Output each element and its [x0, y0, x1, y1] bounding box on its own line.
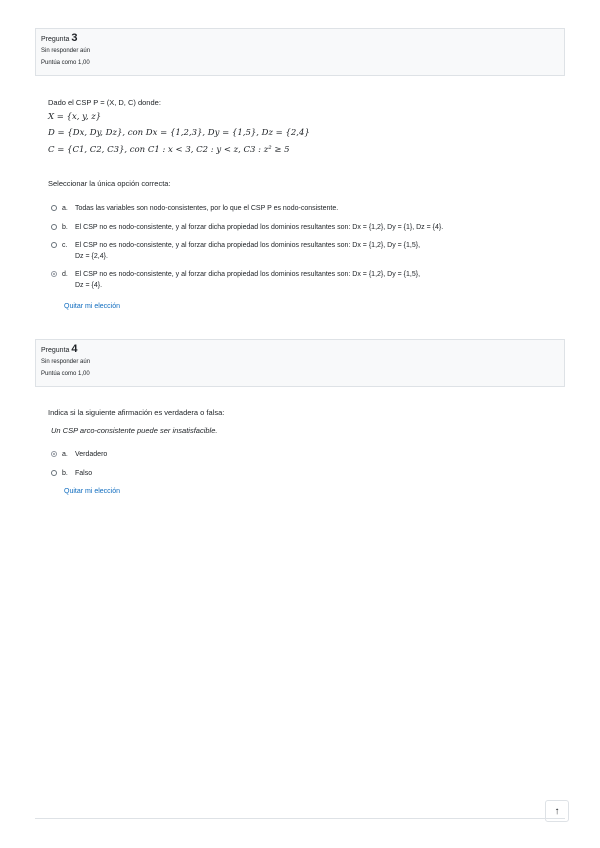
footer-divider — [35, 818, 565, 819]
q4-clear-choice-link[interactable]: Quitar mi elección — [64, 488, 121, 495]
question-3-line-c: C = {C1, C2, C3}, con C1 : x < 3, C2 : y < z, C3 : z² ≥ 5 — [48, 145, 290, 155]
question-label: Pregunta — [41, 347, 70, 354]
radio-button[interactable] — [51, 470, 57, 476]
question-number: 3 — [71, 32, 78, 44]
q3-option-d[interactable] — [51, 269, 420, 291]
question-3-prompt: Seleccionar la única opción correcta: — [48, 179, 171, 188]
option-text: Falso — [75, 470, 93, 477]
question-3-info — [35, 28, 565, 76]
question-3-number — [41, 33, 559, 45]
arrow-up-icon: ↑ — [554, 805, 560, 817]
q4-option-b[interactable] — [51, 468, 92, 479]
question-3-intro: Dado el CSP P = (X, D, C) donde: — [48, 98, 161, 107]
option-letter: c. — [62, 242, 68, 249]
q3-clear-choice-link[interactable]: Quitar mi elección — [64, 303, 121, 310]
option-text: El CSP no es nodo-consistente, y al forzar dicha propiedad los dominios resultantes son: Dx = {1,2}, Dy = {1}, Dz = {4}. — [75, 224, 444, 231]
question-4-status: Sin responder aún — [41, 359, 91, 365]
question-4-score: Puntúa como 1,00 — [41, 371, 90, 377]
q4-option-a[interactable] — [51, 449, 107, 460]
question-4-intro: Indica si la siguiente afirmación es verdadera o falsa: — [48, 408, 225, 417]
option-text-continued: Dz = {4}. — [75, 282, 103, 289]
q3-option-c[interactable] — [51, 240, 420, 262]
question-4-info — [35, 339, 565, 387]
question-3-line-d: D = {Dx, Dy, Dz}, con Dx = {1,2,3}, Dy = {1,5}, Dz = {2,4} — [48, 128, 310, 138]
option-text-continued: Dz = {2,4}. — [75, 253, 108, 260]
question-label: Pregunta — [41, 36, 70, 43]
radio-button[interactable] — [51, 242, 57, 248]
radio-button[interactable] — [51, 224, 57, 230]
option-letter: a. — [62, 451, 68, 458]
question-4-statement: Un CSP arco-consistente puede ser insatisfacible. — [51, 426, 218, 435]
question-number: 4 — [71, 343, 78, 355]
option-letter: d. — [62, 271, 68, 278]
question-3-line-x: X = {x, y, z} — [48, 112, 102, 122]
q3-option-a[interactable] — [51, 203, 338, 214]
question-3-score: Puntúa como 1,00 — [41, 60, 90, 66]
option-text: Verdadero — [75, 451, 108, 458]
option-letter: b. — [62, 224, 68, 231]
radio-button-selected[interactable] — [51, 271, 57, 277]
radio-button-selected[interactable] — [51, 451, 57, 457]
radio-button[interactable] — [51, 205, 57, 211]
option-letter: a. — [62, 205, 68, 212]
option-text: El CSP no es nodo-consistente, y al forzar dicha propiedad los dominios resultantes son: Dx = {1,2}, Dy = {1,5}, — [75, 242, 421, 249]
option-letter: b. — [62, 470, 68, 477]
option-text: Todas las variables son nodo-consistentes, por lo que el CSP P es nodo-consistente. — [75, 205, 339, 212]
question-3-status: Sin responder aún — [41, 48, 91, 54]
question-4-number — [41, 344, 559, 356]
option-text: El CSP no es nodo-consistente, y al forzar dicha propiedad los dominios resultantes son: Dx = {1,2}, Dy = {1,5}, — [75, 271, 421, 278]
q3-option-b[interactable] — [51, 222, 443, 233]
